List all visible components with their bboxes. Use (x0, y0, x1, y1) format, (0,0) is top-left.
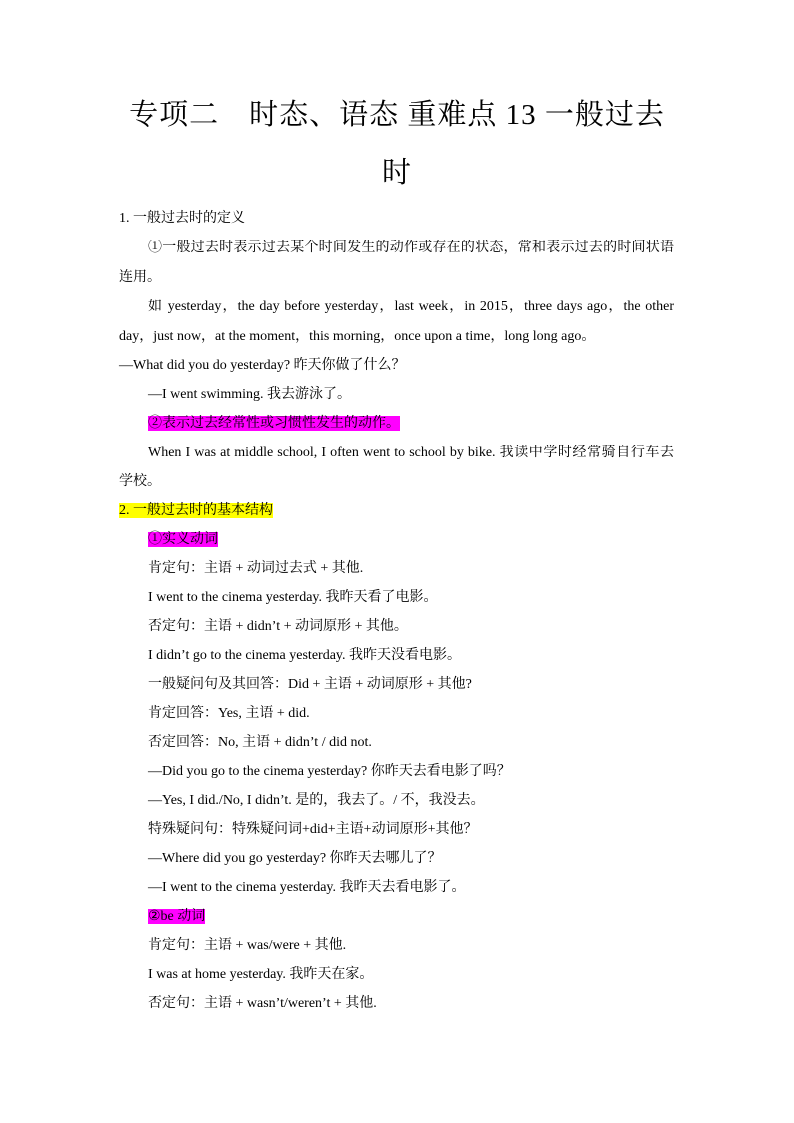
definition-paragraph-line-1: ①一般过去时表示过去某个时间发生的动作或存在的状态，常和表示过去的时间状语 (148, 240, 674, 255)
section-1-heading: 1. 一般过去时的定义 (119, 211, 245, 226)
be-rule-affirmative: 肯定句：主语 + was/were + 其他. (148, 938, 347, 953)
rule-negative-answer: 否定回答：No, 主语 + didn’t / did not. (148, 735, 372, 750)
time-expressions-line-2: day，just now，at the moment，this morning，once upon a time，long long ago。 (119, 329, 596, 344)
habitual-action-point: ②表示过去经常性或习惯性发生的动作。 (148, 416, 400, 431)
time-expressions-line-1: 如 yesterday，the day before yesterday，last week，in 2015，three days ago，the other (148, 299, 674, 314)
page-title-line-2: 时 (381, 157, 412, 189)
subheading-be-verb: ②be 动词 (148, 909, 206, 924)
be-example-affirmative: I was at home yesterday. 我昨天在家。 (148, 967, 374, 982)
subheading-notional-verb: ①实义动词 (148, 532, 218, 547)
rule-affirmative: 肯定句：主语 + 动词过去式 + 其他. (148, 561, 364, 576)
example-question: —Did you go to the cinema yesterday? 你昨天去看电影了吗？ (148, 764, 511, 779)
example-negative: I didn’t go to the cinema yesterday. 我昨天没看电影。 (148, 648, 461, 663)
page-title-line-1: 专项二 时态、语态 重难点 13 一般过去 (129, 99, 665, 131)
rule-general-question: 一般疑问句及其回答：Did + 主语 + 动词原形 + 其他? (148, 677, 472, 692)
section-2-heading: 2. 一般过去时的基本结构 (119, 503, 273, 518)
example-sentence-line-2: 学校。 (119, 474, 161, 489)
rule-positive-answer: 肯定回答：Yes, 主语 + did. (148, 706, 310, 721)
dialog-question: —What did you do yesterday? 昨天你做了什么？ (119, 358, 406, 373)
example-special-answer: —I went to the cinema yesterday. 我昨天去看电影了。 (148, 880, 466, 895)
example-affirmative: I went to the cinema yesterday. 我昨天看了电影。 (148, 590, 438, 605)
rule-special-question: 特殊疑问句：特殊疑问词+did+主语+动词原形+其他？ (148, 822, 478, 837)
example-sentence-line-1: When I was at middle school, I often went to school by bike. 我读中学时经常骑自行车去 (148, 445, 674, 460)
example-answers: —Yes, I did./No, I didn’t. 是的，我去了。/ 不，我没去。 (148, 793, 485, 808)
definition-paragraph-line-2: 连用。 (119, 270, 161, 285)
dialog-answer: —I went swimming. 我去游泳了。 (148, 387, 351, 402)
example-special-question: —Where did you go yesterday? 你昨天去哪儿了？ (148, 851, 442, 866)
rule-negative: 否定句：主语 + didn’t + 动词原形 + 其他。 (148, 619, 408, 634)
be-rule-negative: 否定句：主语 + wasn’t/weren’t + 其他. (148, 996, 377, 1011)
